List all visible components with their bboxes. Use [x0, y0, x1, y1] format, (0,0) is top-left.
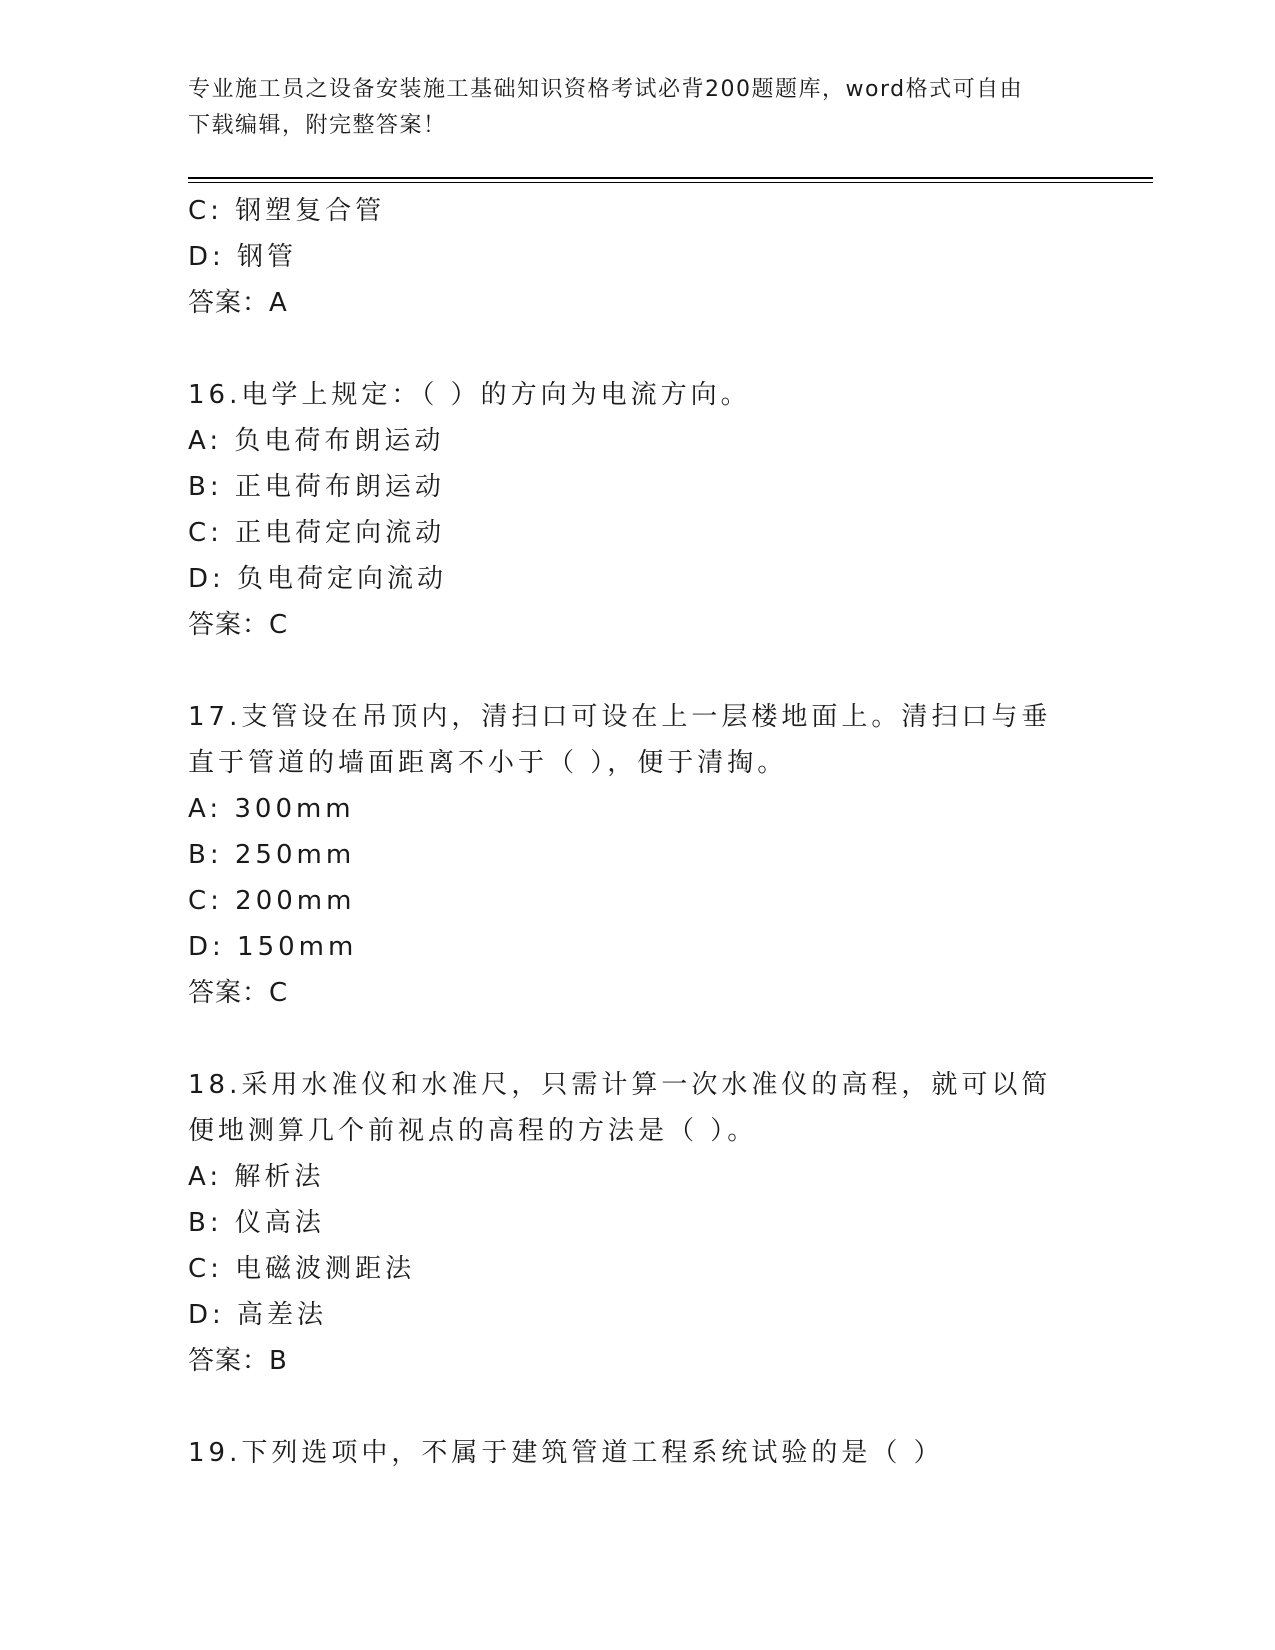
header-line-1: 专业施工员之设备安装施工基础知识资格考试必背200题题库，word格式可自由: [188, 77, 1024, 102]
option-d: D: 高差法: [188, 1300, 328, 1330]
option-c: C: 钢塑复合管: [188, 196, 386, 226]
option-a: A: 负电荷布朗运动: [188, 426, 445, 456]
question-16: [188, 372, 1088, 648]
spacer: [188, 1384, 1088, 1430]
document-header: [188, 72, 1068, 144]
question-text: 19.下列选项中，不属于建筑管道工程系统试验的是（ ）: [188, 1438, 944, 1468]
option-d: D: 钢管: [188, 242, 298, 272]
question-17: [188, 694, 1088, 1016]
option-d: D: 150mm: [188, 932, 358, 962]
spacer: [188, 326, 1088, 372]
question-19: [188, 1430, 1088, 1476]
spacer: [188, 648, 1088, 694]
spacer: [188, 1016, 1088, 1062]
question-list: [188, 188, 1088, 1476]
option-b: B: 仪高法: [188, 1208, 325, 1238]
answer: 答案：C: [188, 978, 289, 1008]
answer: 答案：C: [188, 610, 289, 640]
option-d: D: 负电荷定向流动: [188, 564, 448, 594]
header-divider-thin: [188, 182, 1153, 183]
answer: 答案：B: [188, 1346, 288, 1376]
option-b: B: 250mm: [188, 840, 356, 870]
question-18: [188, 1062, 1088, 1384]
option-a: A: 300mm: [188, 794, 355, 824]
option-b: B: 正电荷布朗运动: [188, 472, 445, 502]
option-c: C: 正电荷定向流动: [188, 518, 446, 548]
header-divider-thick: [188, 177, 1153, 179]
question-text: 17.支管设在吊顶内，清扫口可设在上一层楼地面上。清扫口与垂直于管道的墙面距离不小于（ ），便于清掏。: [188, 702, 1052, 778]
header-line-2: 下载编辑，附完整答案！: [188, 113, 447, 138]
option-a: A: 解析法: [188, 1162, 325, 1192]
question-15: [188, 188, 1088, 326]
answer: 答案：A: [188, 288, 288, 318]
question-text: 18.采用水准仪和水准尺，只需计算一次水准仪的高程，就可以简便地测算几个前视点的高程的方法是（ ）。: [188, 1070, 1052, 1146]
option-c: C: 电磁波测距法: [188, 1254, 416, 1284]
option-c: C: 200mm: [188, 886, 356, 916]
question-text: 16.电学上规定：（ ）的方向为电流方向。: [188, 380, 751, 410]
